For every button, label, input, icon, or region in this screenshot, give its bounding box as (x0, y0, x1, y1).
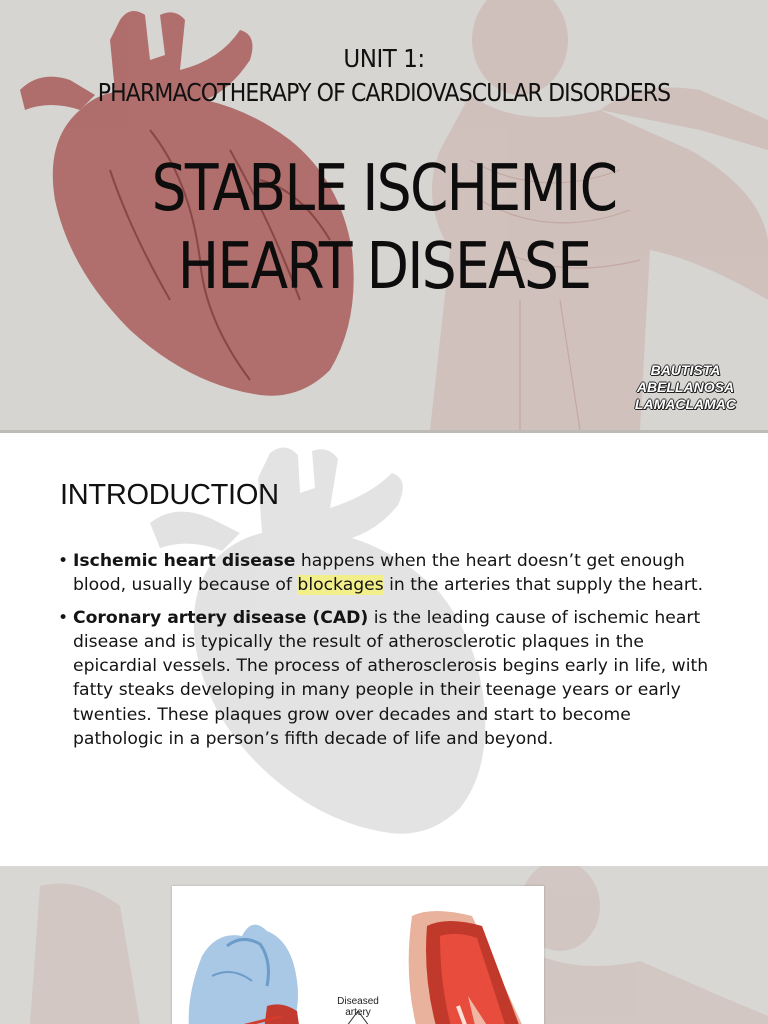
title-line-1: STABLE ISCHEMIC (151, 152, 617, 226)
bullet-list (58, 549, 718, 759)
slide-title (54, 150, 714, 306)
course-title: PHARMACOTHERAPY OF CARDIOVASCULAR DISORDERS (97, 78, 671, 107)
author-name: BAUTISTA (650, 362, 721, 378)
body-text: is the leading cause of ischemic heart disease and is typically the result of atherosclerotic plaques in the epicardial vessels. The process of atherosclerosis begins early in life, with fatty steaks developing in many people in their teenage years or early twenties. These plaques grow over decades and start to become pathologic in a person’s fifth decade of life and beyond. (73, 607, 709, 750)
introduction-slide (0, 433, 768, 866)
artery-cross-section (409, 911, 532, 1024)
bold-term: Coronary artery disease (CAD) (73, 607, 369, 628)
body-text: happens when the heart doesn’t get enough blood, usually because of (73, 551, 685, 596)
label-line: artery (345, 1007, 371, 1018)
section-heading: INTRODUCTION (60, 479, 279, 511)
title-slide (0, 0, 768, 430)
diagram-label (334, 996, 382, 1018)
author-name: ABELLANOSA (636, 379, 735, 395)
author-name: LAMACLAMAC (634, 396, 736, 412)
list-item (58, 606, 718, 752)
bold-term: Ischemic heart disease (73, 551, 296, 571)
author-list (635, 362, 736, 413)
bullet-marker: • (58, 551, 69, 571)
heart-illustration (189, 925, 302, 1024)
diagram-slide (0, 866, 768, 1024)
title-line-2: HEART DISEASE (177, 230, 591, 304)
label-line: Diseased (337, 996, 379, 1007)
highlighted-term: blockages (297, 575, 384, 596)
list-item (58, 549, 718, 598)
unit-label: UNIT 1: (343, 44, 425, 73)
bullet-marker: • (58, 607, 69, 628)
artery-diagram-card (172, 886, 544, 1024)
body-text: in the arteries that supply the heart. (383, 575, 704, 596)
